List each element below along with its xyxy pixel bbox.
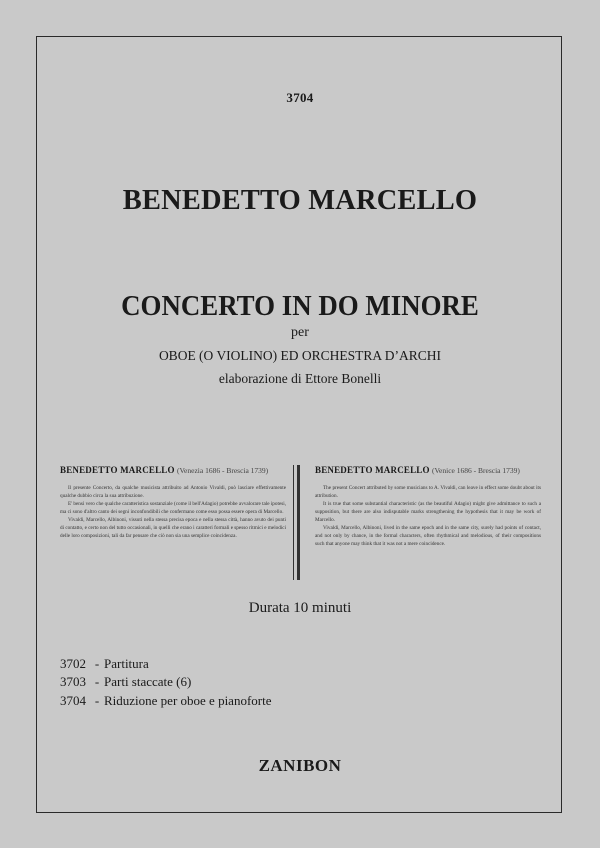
work-title: CONCERTO IN DO MINORE	[121, 291, 479, 322]
italian-note-body	[60, 484, 286, 540]
english-note	[315, 465, 541, 548]
english-note-paragraph: The present Concert attributed by some musicians to A. Vivaldi, can leave in effect some doubt about its attribution.	[315, 485, 541, 500]
edition-separator: -	[94, 674, 100, 690]
edition-title: Riduzione per oboe e pianoforte	[104, 692, 272, 708]
english-note-body	[315, 484, 541, 548]
edition-title: Parti staccate (6)	[104, 674, 192, 690]
duration-text: Durata 10 minuti	[248, 600, 352, 616]
per-label: per	[291, 325, 309, 340]
italian-note-paragraph: E' bensì vero che qualche caratteristica sostanziale (come il bell'Adagio) potrebbe avvalorare tale ipotesi, ma ci sono d'altro canto dei segni inconfondibili che confermano come esso possa essere opera di Marcello.	[60, 501, 286, 516]
italian-note-paragraph: Vivaldi, Marcello, Albinoni, vissuti nella stessa precisa epoca e nella stessa città, hanno avuto dei punti di contatto, e certo non del tutto occasionali, in quelli che erano i caratteri formali e spesso ritmici e melodici delle loro composizioni, tali da far pensare che ciò non sia una semplice coincidenza.	[60, 517, 287, 540]
english-note-dates: (Venice 1686 - Brescia 1739)	[431, 466, 520, 475]
english-note-heading	[315, 465, 541, 475]
italian-note	[60, 465, 286, 540]
italian-note-paragraph: Il presente Concerto, da qualche musicista attribuito ad Antonio Vivaldi, può lasciare effettivamente qualche dubbio circa la sua attribuzione.	[60, 485, 286, 500]
program-notes	[60, 465, 540, 583]
italian-note-composer: BENEDETTO MARCELLO	[60, 465, 175, 475]
english-note-paragraph: Vivaldi, Marcello, Albinoni, lived in the same epoch and in the same city, surely had points of contact, and not only by chance, in the formal characters, often rhythmical and melodious, of their compositions such that anyone may think that it was not a mere coincidence.	[315, 525, 541, 548]
edition-item	[60, 692, 272, 710]
edition-number: 3703	[60, 674, 86, 690]
edition-item	[60, 655, 272, 673]
composer-name: BENEDETTO MARCELLO	[122, 184, 478, 216]
italian-note-dates: (Venezia 1686 - Brescia 1739)	[176, 466, 269, 475]
publisher-name: ZANIBON	[258, 756, 342, 775]
english-note-composer: BENEDETTO MARCELLO	[315, 465, 430, 475]
scoring-text: OBOE (O VIOLINO) ED ORCHESTRA D’ARCHI	[158, 348, 442, 363]
english-note-paragraph: It is true that some substantial characteristic (as the beautiful Adagio) might give admittance to such a supposition, but there are also indisputable marks strengthening the hypothesis that it may be work of Marcello.	[315, 501, 541, 524]
edition-item	[60, 673, 272, 691]
edition-separator: -	[94, 692, 100, 708]
editions-list	[60, 655, 272, 710]
edition-separator: -	[94, 656, 100, 671]
column-divider	[293, 465, 299, 580]
edition-title: Partitura	[104, 656, 149, 671]
edition-number: 3702	[60, 656, 86, 671]
arrangement-credit: elaborazione di Ettore Bonelli	[218, 371, 382, 386]
edition-number: 3704	[60, 692, 86, 708]
catalog-number: 3704	[286, 90, 314, 105]
italian-note-heading	[60, 465, 286, 475]
